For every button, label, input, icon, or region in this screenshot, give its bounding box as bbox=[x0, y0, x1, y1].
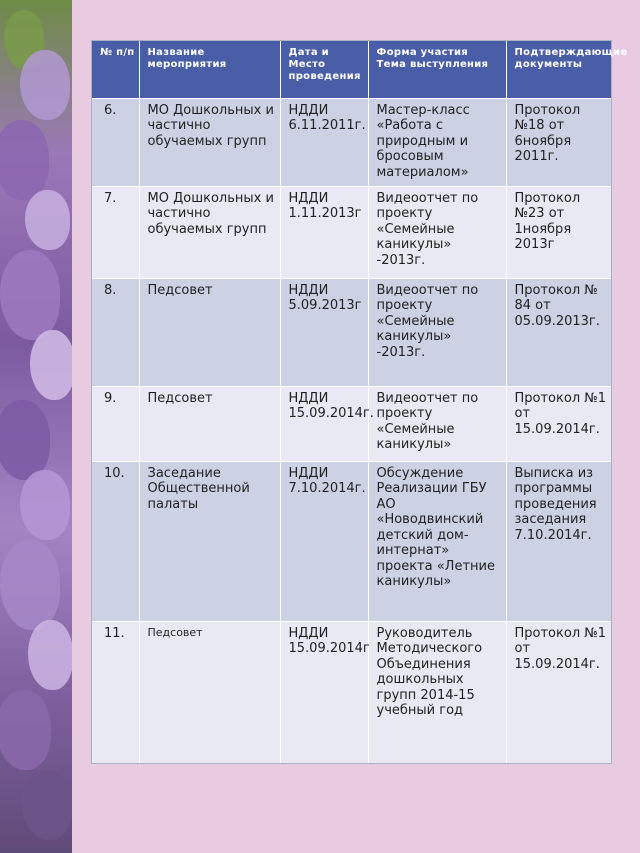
lilac-photo bbox=[0, 0, 72, 853]
cell-form: Руководитель Методического Объединения дошкольных групп 2014-15 учебный год bbox=[368, 621, 506, 763]
cell-event: Заседание Общественной палаты bbox=[139, 461, 280, 621]
cell-number: 6. bbox=[92, 98, 139, 186]
cell-event: МО Дошкольных и частично обучаемых групп bbox=[139, 98, 280, 186]
cell-date: НДДИ 15.09.2014г. bbox=[280, 386, 368, 461]
cell-date: НДДИ 15.09.2014г bbox=[280, 621, 368, 763]
cell-event: Педсовет bbox=[139, 386, 280, 461]
cell-document: Протокол № 84 от 05.09.2013г. bbox=[506, 278, 611, 386]
header-date-place: Дата и Место проведения bbox=[280, 41, 368, 98]
cell-number: 9. bbox=[92, 386, 139, 461]
header-event-name: Название мероприятия bbox=[139, 41, 280, 98]
cell-form: Обсуждение Реализации ГБУ АО «Новодвинский детский дом-интернат» проекта «Летние каникулы» bbox=[368, 461, 506, 621]
header-number: № п/п bbox=[92, 41, 139, 98]
cell-document: Протокол №1 от 15.09.2014г. bbox=[506, 621, 611, 763]
table-row bbox=[92, 621, 611, 763]
cell-form: Видеоотчет по проекту «Семейные каникулы» -2013г. bbox=[368, 186, 506, 278]
cell-event: Педсовет bbox=[139, 621, 280, 763]
cell-document: Выписка из программы проведения заседания 7.10.2014г. bbox=[506, 461, 611, 621]
cell-number: 7. bbox=[92, 186, 139, 278]
cell-form: Видеоотчет по проекту «Семейные каникулы» -2013г. bbox=[368, 278, 506, 386]
cell-event: МО Дошкольных и частично обучаемых групп bbox=[139, 186, 280, 278]
cell-form: Мастер-класс «Работа с природным и бросовым материалом» bbox=[368, 98, 506, 186]
table-row bbox=[92, 278, 611, 386]
header-documents: Подтверждающие документы bbox=[506, 41, 611, 98]
table-row bbox=[92, 186, 611, 278]
cell-number: 8. bbox=[92, 278, 139, 386]
table-header-row bbox=[92, 41, 611, 98]
cell-form: Видеоотчет по проекту «Семейные каникулы» bbox=[368, 386, 506, 461]
cell-date: НДДИ 5.09.2013г bbox=[280, 278, 368, 386]
table-row bbox=[92, 461, 611, 621]
table-row bbox=[92, 98, 611, 186]
table-row bbox=[92, 386, 611, 461]
cell-event: Педсовет bbox=[139, 278, 280, 386]
events-table bbox=[91, 40, 628, 764]
cell-date: НДДИ 7.10.2014г. bbox=[280, 461, 368, 621]
cell-document: Протокол №18 от 6ноября 2011г. bbox=[506, 98, 611, 186]
cell-document: Протокол №1 от 15.09.2014г. bbox=[506, 386, 611, 461]
header-participation-form: Форма участия Тема выступления bbox=[368, 41, 506, 98]
cell-date: НДДИ 6.11.2011г. bbox=[280, 98, 368, 186]
cell-date: НДДИ 1.11.2013г bbox=[280, 186, 368, 278]
cell-document: Протокол №23 от 1ноября 2013г bbox=[506, 186, 611, 278]
cell-number: 11. bbox=[92, 621, 139, 763]
cell-number: 10. bbox=[92, 461, 139, 621]
